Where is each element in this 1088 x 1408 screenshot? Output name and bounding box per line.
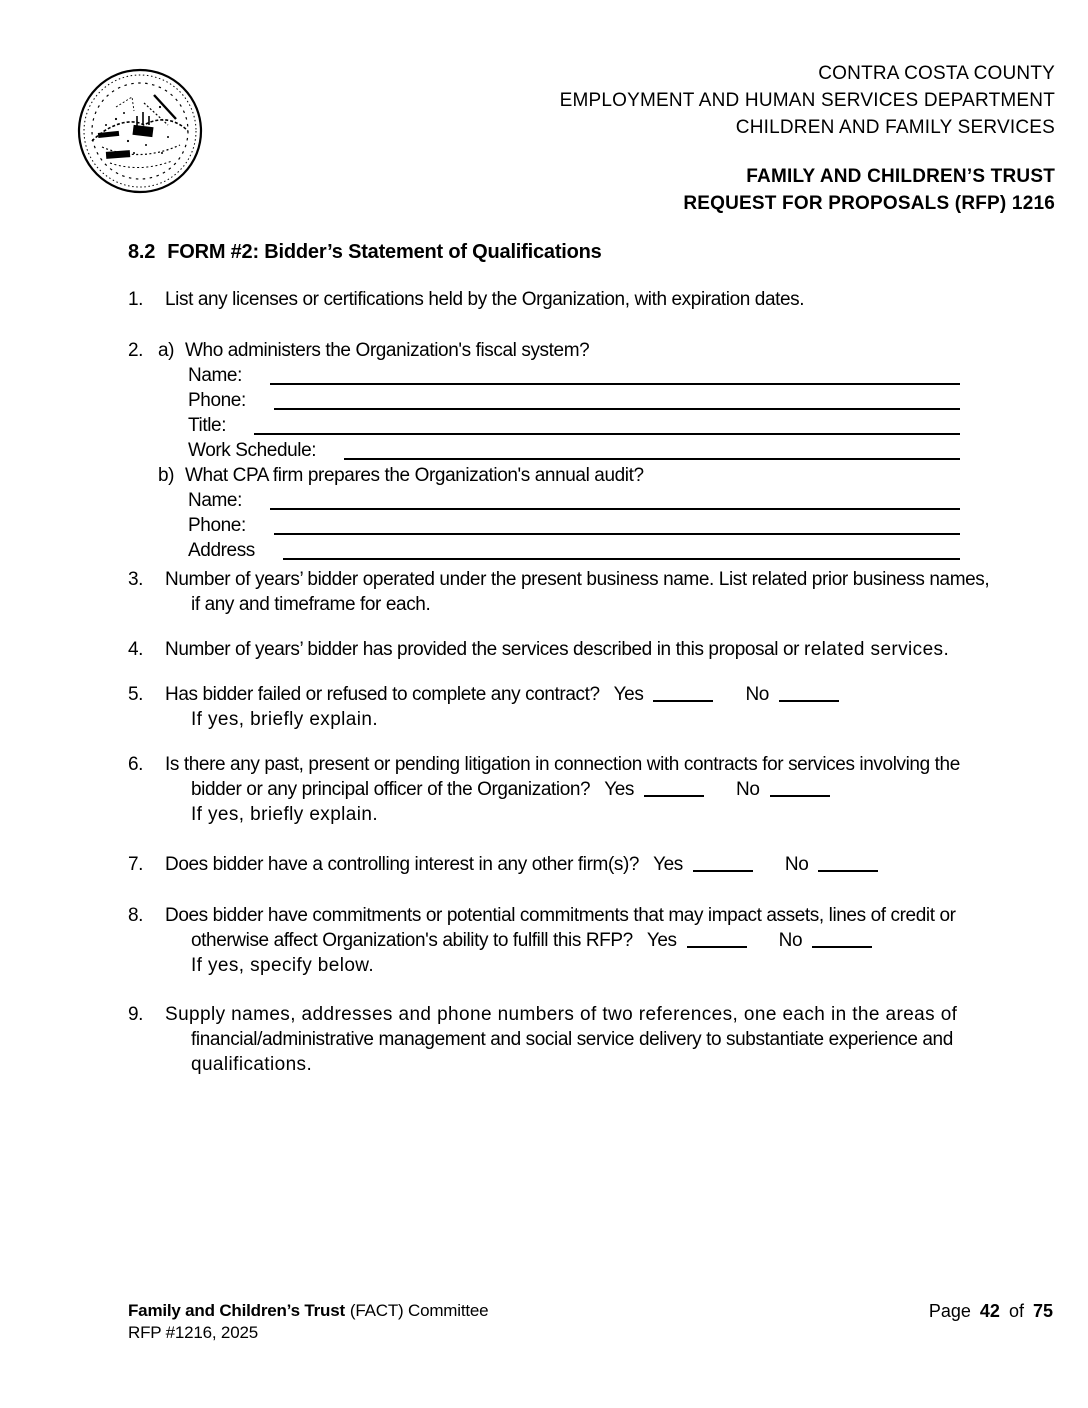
subquestion-text: Who administers the Organization's fiscal system? (185, 340, 590, 361)
followup-text: If yes, briefly explain. (191, 709, 379, 730)
no-blank-line[interactable] (770, 795, 830, 797)
header-org-line: CHILDREN AND FAMILY SERVICES (735, 117, 1055, 138)
field-label: Phone: (188, 515, 246, 536)
followup-text: If yes, briefly explain. (191, 804, 379, 825)
subquestion-label: a) (158, 340, 175, 361)
question-6 (128, 752, 960, 827)
page-footer (128, 1300, 1053, 1344)
header-org-line: CONTRA COSTA COUNTY (818, 63, 1055, 84)
fiscal-admin-fields (188, 363, 960, 463)
no-label: No (736, 779, 760, 800)
footer-committee-suffix: (FACT) Committee (349, 1301, 489, 1320)
question-text: Does bidder have commitments or potential commitments that may impact assets, lines of credit or (165, 905, 956, 926)
header-org-line: EMPLOYMENT AND HUMAN SERVICES DEPARTMENT (559, 90, 1055, 111)
question-5 (128, 682, 960, 732)
question-number: 9. (128, 1004, 144, 1025)
cpa-phone-input-line[interactable] (274, 513, 960, 535)
yes-blank-line[interactable] (653, 700, 713, 702)
cpa-firm-fields (188, 488, 960, 563)
rfp-title-line: FAMILY AND CHILDREN’S TRUST (746, 166, 1055, 187)
page-total: 75 (1032, 1301, 1053, 1321)
followup-text: If yes, specify below. (191, 955, 375, 976)
question-text: List any licenses or certifications held by the Organization, with expiration dates. (165, 289, 805, 310)
yes-blank-line[interactable] (687, 946, 747, 948)
field-row (188, 413, 960, 438)
cpa-name-input-line[interactable] (270, 488, 960, 510)
question-text-continued: otherwise affect Organization's ability to fulfill this RFP? (191, 930, 633, 951)
field-label: Work Schedule: (188, 440, 317, 461)
subquestion-label: b) (158, 465, 175, 486)
page-indicator (929, 1300, 1053, 1322)
yes-label: Yes (613, 684, 644, 705)
of-word: of (1008, 1301, 1024, 1321)
field-label: Name: (188, 365, 242, 386)
no-label: No (778, 930, 803, 951)
question-7 (128, 852, 960, 877)
question-9 (128, 1002, 960, 1077)
section-title: FORM #2: Bidder’s Statement of Qualifications (167, 241, 602, 263)
no-blank-line[interactable] (818, 870, 878, 872)
question-text: Does bidder have a controlling interest in any other firm(s)? (165, 854, 640, 875)
field-label: Address (188, 540, 255, 561)
question-text-continued: if any and timeframe for each. (191, 594, 431, 615)
field-row (188, 513, 960, 538)
question-text: Number of years’ bidder has provided the services described in this proposal or (165, 639, 800, 660)
no-label: No (745, 684, 769, 705)
form-body (128, 240, 990, 1077)
footer-left (128, 1300, 488, 1344)
work-schedule-input-line[interactable] (344, 438, 960, 460)
title-input-line[interactable] (254, 413, 960, 435)
question-number: 1. (128, 289, 144, 310)
field-row (188, 538, 960, 563)
question-2 (128, 338, 960, 563)
subquestion-a (158, 338, 960, 363)
question-number: 3. (128, 569, 144, 590)
field-row (188, 388, 960, 413)
yes-label: Yes (646, 930, 677, 951)
question-text: Is there any past, present or pending litigation in connection with contracts for services involving the (165, 754, 960, 775)
question-number: 8. (128, 905, 144, 926)
rfp-title-block (560, 163, 1055, 217)
question-text-continued: qualifications. (191, 1054, 313, 1075)
question-text-tail: related services. (803, 639, 950, 660)
subquestion-b (158, 463, 960, 488)
page-word: Page (928, 1301, 971, 1321)
question-number: 6. (128, 754, 144, 775)
question-number: 5. (128, 684, 144, 705)
question-1 (128, 287, 960, 312)
rfp-title-line: REQUEST FOR PROPOSALS (RFP) 1216 (683, 193, 1055, 214)
question-number: 2. (128, 340, 144, 361)
question-8 (128, 903, 960, 978)
question-text-continued: financial/administrative management and social service delivery to substantiate experience and (191, 1029, 953, 1050)
no-label: No (784, 854, 809, 875)
field-row (188, 363, 960, 388)
field-row (188, 488, 960, 513)
yes-blank-line[interactable] (644, 795, 704, 797)
question-text: Supply names, addresses and phone numbers of two references, one each in the areas of (165, 1004, 958, 1025)
question-text: Has bidder failed or refused to complete any contract? (165, 684, 600, 705)
cpa-address-input-line[interactable] (283, 538, 960, 560)
subquestion-text: What CPA firm prepares the Organization's annual audit? (185, 465, 644, 486)
field-label: Title: (188, 415, 227, 436)
field-label: Phone: (188, 390, 246, 411)
question-4 (128, 637, 960, 662)
county-seal-icon (76, 64, 204, 198)
yes-label: Yes (604, 779, 635, 800)
question-3 (128, 567, 990, 617)
field-row (188, 438, 960, 463)
yes-label: Yes (653, 854, 683, 875)
question-text-continued: bidder or any principal officer of the Organization? (191, 779, 591, 800)
question-text: Number of years’ bidder operated under the present business name. List related prior business names, (165, 569, 990, 590)
question-number: 4. (128, 639, 144, 660)
section-heading (128, 240, 960, 265)
name-input-line[interactable] (270, 363, 960, 385)
question-number: 7. (128, 854, 144, 875)
footer-committee-name: Family and Children’s Trust (128, 1301, 345, 1320)
page-header (560, 60, 1055, 217)
field-label: Name: (188, 490, 242, 511)
footer-rfp-line: RFP #1216, 2025 (128, 1323, 258, 1342)
page-number: 42 (979, 1301, 1000, 1321)
phone-input-line[interactable] (274, 388, 960, 410)
no-blank-line[interactable] (779, 700, 839, 702)
no-blank-line[interactable] (812, 946, 872, 948)
yes-blank-line[interactable] (693, 870, 753, 872)
section-number: 8.2 (128, 241, 156, 263)
